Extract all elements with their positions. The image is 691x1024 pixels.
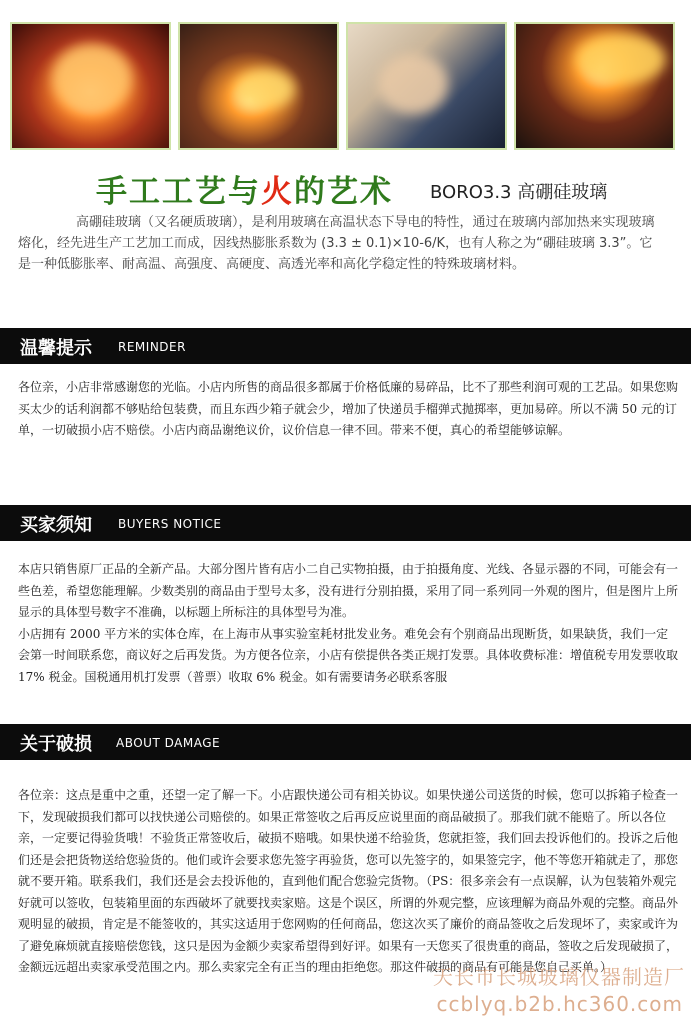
section-title-en: ABOUT DAMAGE [116, 736, 221, 750]
watermark-company: 天长市长城玻璃仪器制造厂 [433, 965, 685, 989]
flame-glow [235, 69, 295, 109]
title-fire-char: 火 [261, 174, 294, 210]
title-part-1: 手工工艺与 [96, 174, 261, 210]
title-part-2: 的艺术 [294, 174, 393, 210]
section-title-cn: 买家须知 [20, 515, 92, 536]
section-header-damage [0, 724, 691, 760]
page-subtitle: BORO3.3 高硼硅玻璃 [430, 182, 608, 203]
buyers-paragraph-2: 小店拥有 2000 平方米的实体仓库，在上海市从事实验室耗材批发业务。难免会有个别商品出现断货，如果缺货，我们一定会第一时间联系您，商议好之后再发货。为方便各位亲，小店有偿提供各类正规打发票。具体收费标准：增值税专用发票收取 17% 税金。国税通用机打发票（普票）收取 6% 税金。如有需要请务必联系客服 [18, 626, 679, 684]
section-body-buyers [18, 559, 680, 688]
section-title-cn: 温馨提示 [20, 338, 92, 359]
section-header-reminder [0, 328, 691, 364]
section-body-damage [18, 785, 680, 979]
section-title-cn: 关于破损 [20, 734, 92, 755]
glass-blowing-photo-1 [10, 22, 171, 150]
glass-blowing-photo-4 [514, 22, 675, 150]
glass-blowing-photo-2 [178, 22, 339, 150]
intro-paragraph: 高硼硅玻璃（又名硬质玻璃），是利用玻璃在高温状态下导电的特性，通过在玻璃内部加热来实现玻璃熔化，经先进生产工艺加工而成，因线热膨胀系数为 (3.3 ± 0.1)×10-6/K，也有人称之为“硼硅玻璃 3.3”。它是一种低膨胀率、耐高温、高强度、高硬度、高透光率和高化学稳定性的特殊玻璃材料。 [18, 215, 655, 272]
flame-glow [52, 44, 132, 114]
glass-blowing-photo-3 [346, 22, 507, 150]
buyers-paragraph-1: 本店只销售原厂正品的全新产品。大部分图片皆有店小二自己实物拍摄，由于拍摄角度、光线、各显示器的不同，可能会有一些色差，希望您能理解。少数类别的商品由于型号太多，没有进行分别拍摄，采用了同一系列同一外观的图片，但是图片上所显示的具体型号数字不准确，以标题上所标注的具体型号为准。 [18, 562, 679, 619]
section-header-buyers [0, 505, 691, 541]
section-title-en: BUYERS NOTICE [118, 517, 222, 531]
damage-paragraph: 各位亲：这点是重中之重，还望一定了解一下。小店跟快递公司有相关协议。如果快递公司送货的时候，您可以拆箱子检查一下，发现破损我们都可以找快递公司赔偿的。如果正常签收之后再反应说里面的商品破损了。那我们就不能赔了。所以各位亲，一定要记得验货哦！不验货正常签收后，破损不赔哦。如果快递不给验货，您就拒签，我们回去投诉他们的。投诉之后他们还是会把货物送给您验货的。他们或许会要求您先签字再验货，您可以先签字的，如果签完字，他不等您开箱就走了，那您就不要开箱。联系我们，我们还是会去投诉他的，直到他们配合您验完货物。（PS：很多亲会有一点误解，认为包装箱外观完好就可以签收，包装箱里面的东西破坏了就要找卖家赔。这是个误区，所谓的外观完整，应该理解为商品外观的完整。商品外观明显的破损，肯定是不能签收的，其实这适用于您网购的任何商品，您这次买了廉价的商品签收之后发现坏了，卖家或许为了避免麻烦就直接赔偿您钱，这只是因为金额少卖家希望得到好评。如果有一天您买了很贵重的商品，签收之后发现破损了，金额远远超出卖家承受范围之内。那么卖家完全有正当的理由拒绝您。那这件破损的商品有可能是您自己买单。） [18, 788, 679, 974]
page-title [96, 166, 393, 211]
flame-glow [576, 34, 666, 84]
section-body-reminder [18, 377, 680, 442]
section-title-en: REMINDER [118, 340, 186, 354]
photo-strip [0, 0, 691, 162]
title-row [0, 166, 691, 210]
reminder-paragraph: 各位亲，小店非常感谢您的光临。小店内所售的商品很多都属于价格低廉的易碎品，比不了那些利润可观的工艺品。如果您购买太少的话利润都不够贴给包装费，而且东西少箱子就会少，增加了快递员手榴弹式抛掷率，更加易碎。所以不满 50 元的订单，一切破损小店不赔偿。小店内商品谢绝议价，议价信息一律不回。带来不便，真心的希望能够谅解。 [18, 380, 679, 437]
watermark-url: ccblyq.b2b.hc360.com [436, 992, 683, 1016]
worker-figure [378, 54, 448, 114]
